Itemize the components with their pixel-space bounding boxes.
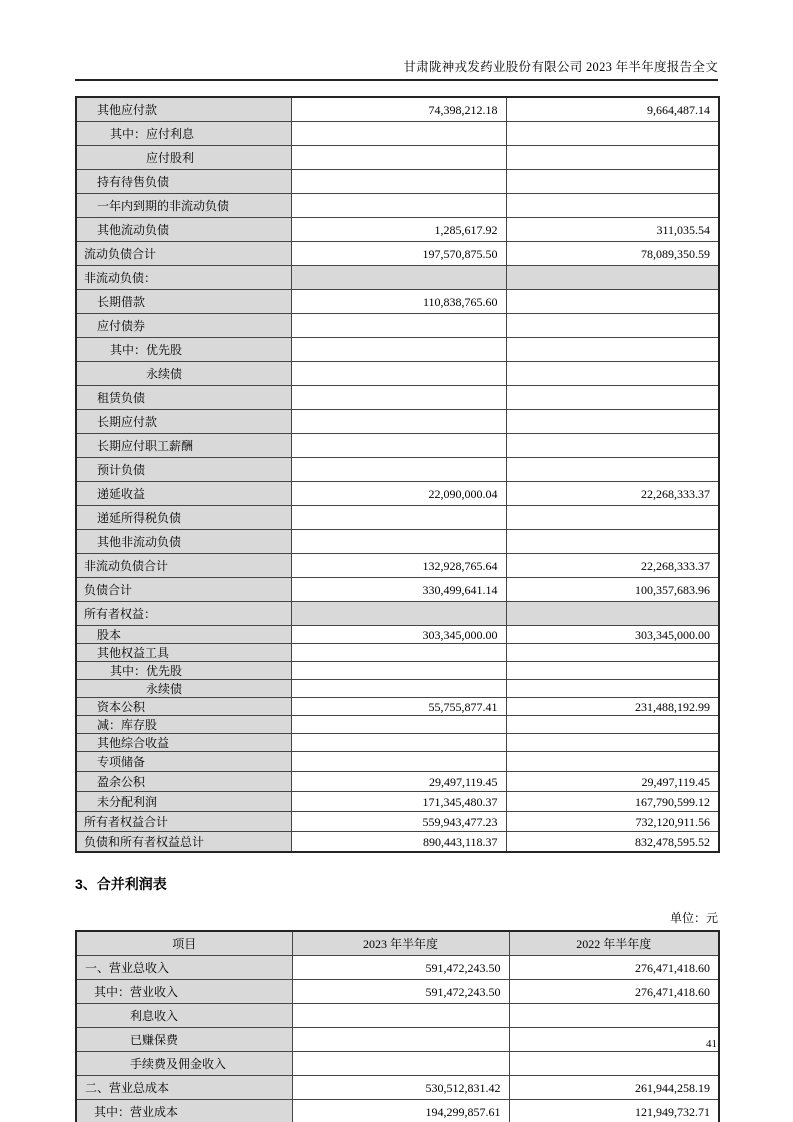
- row-value-cell: [506, 644, 719, 662]
- table-row: [76, 194, 719, 218]
- row-value-cell: 832,478,595.52: [506, 832, 719, 853]
- row-value-cell: [506, 266, 719, 290]
- row-value-cell: [291, 506, 506, 530]
- table-row: [76, 314, 719, 338]
- table-row: [76, 680, 719, 698]
- section-heading: 3、合并利润表: [75, 876, 167, 892]
- row-value-cell: [509, 1052, 719, 1076]
- row-label-cell: 二、营业总成本: [76, 1076, 292, 1100]
- row-value-cell: [506, 716, 719, 734]
- table-row: [76, 530, 719, 554]
- unit-label: 单位：元: [669, 911, 718, 925]
- row-value-cell: [509, 1004, 719, 1028]
- row-value-cell: [291, 458, 506, 482]
- row-value-cell: [506, 290, 719, 314]
- table-row: [76, 772, 719, 792]
- row-value-cell: [291, 266, 506, 290]
- row-label-cell: 其中：优先股: [76, 338, 291, 362]
- row-label-cell: 持有待售负债: [76, 170, 291, 194]
- table-row: [76, 626, 719, 644]
- row-value-cell: 559,943,477.23: [291, 812, 506, 832]
- page-content: [75, 0, 718, 1122]
- row-value-cell: 276,471,418.60: [509, 956, 719, 980]
- row-value-cell: [506, 386, 719, 410]
- row-value-cell: [291, 170, 506, 194]
- row-value-cell: [291, 386, 506, 410]
- table-row: [76, 792, 719, 812]
- row-value-cell: [506, 602, 719, 626]
- row-value-cell: [506, 434, 719, 458]
- row-label-cell: 应付债券: [76, 314, 291, 338]
- row-value-cell: 261,944,258.19: [509, 1076, 719, 1100]
- row-value-cell: 29,497,119.45: [291, 772, 506, 792]
- table-row: [76, 956, 719, 980]
- balance-sheet-table: [75, 96, 720, 853]
- row-value-cell: [506, 530, 719, 554]
- table-row: [76, 386, 719, 410]
- row-value-cell: [291, 716, 506, 734]
- row-value-cell: [506, 662, 719, 680]
- table-row: [76, 662, 719, 680]
- row-label-cell: 一、营业总收入: [76, 956, 292, 980]
- row-value-cell: 591,472,243.50: [292, 956, 509, 980]
- row-label-cell: 其中：应付利息: [76, 122, 291, 146]
- table-row: [76, 812, 719, 832]
- row-label-cell: 永续债: [76, 680, 291, 698]
- row-value-cell: [291, 146, 506, 170]
- row-value-cell: 171,345,480.37: [291, 792, 506, 812]
- row-label-cell: 其中：优先股: [76, 662, 291, 680]
- table-row: [76, 146, 719, 170]
- row-value-cell: [506, 506, 719, 530]
- table-row: [76, 832, 719, 853]
- row-label-cell: 非流动负债：: [76, 266, 291, 290]
- table-row: [76, 644, 719, 662]
- row-value-cell: [291, 680, 506, 698]
- row-value-cell: [506, 458, 719, 482]
- row-value-cell: [291, 734, 506, 752]
- row-value-cell: [292, 1028, 509, 1052]
- row-value-cell: [509, 1028, 719, 1052]
- row-value-cell: [506, 680, 719, 698]
- row-value-cell: 732,120,911.56: [506, 812, 719, 832]
- row-value-cell: [506, 314, 719, 338]
- row-label-cell: 其中：营业成本: [76, 1100, 292, 1122]
- row-value-cell: [506, 194, 719, 218]
- row-label-cell: 非流动负债合计: [76, 554, 291, 578]
- table-row: [76, 1028, 719, 1052]
- row-value-cell: 121,949,732.71: [509, 1100, 719, 1122]
- row-value-cell: [291, 644, 506, 662]
- column-header-item: 项目: [76, 931, 292, 956]
- table-row: [76, 290, 719, 314]
- row-value-cell: [291, 338, 506, 362]
- row-label-cell: 未分配利润: [76, 792, 291, 812]
- row-label-cell: 手续费及佣金收入: [76, 1052, 292, 1076]
- row-label-cell: 长期应付职工薪酬: [76, 434, 291, 458]
- row-value-cell: [506, 734, 719, 752]
- row-value-cell: [506, 362, 719, 386]
- row-value-cell: 78,089,350.59: [506, 242, 719, 266]
- table-row: [76, 1076, 719, 1100]
- row-value-cell: 74,398,212.18: [291, 97, 506, 122]
- row-label-cell: 股本: [76, 626, 291, 644]
- row-value-cell: [506, 752, 719, 772]
- row-label-cell: 其他非流动负债: [76, 530, 291, 554]
- row-value-cell: 276,471,418.60: [509, 980, 719, 1004]
- row-label-cell: 负债和所有者权益总计: [76, 832, 291, 853]
- row-value-cell: 22,268,333.37: [506, 554, 719, 578]
- table-row: [76, 122, 719, 146]
- row-value-cell: 29,497,119.45: [506, 772, 719, 792]
- row-value-cell: 110,838,765.60: [291, 290, 506, 314]
- row-value-cell: 22,268,333.37: [506, 482, 719, 506]
- row-label-cell: 其他流动负债: [76, 218, 291, 242]
- table-row: [76, 716, 719, 734]
- row-value-cell: [292, 1052, 509, 1076]
- row-label-cell: 盈余公积: [76, 772, 291, 792]
- row-label-cell: 减：库存股: [76, 716, 291, 734]
- row-label-cell: 其他应付款: [76, 97, 291, 122]
- row-value-cell: 197,570,875.50: [291, 242, 506, 266]
- row-value-cell: [291, 314, 506, 338]
- row-label-cell: 应付股利: [76, 146, 291, 170]
- table-row: [76, 980, 719, 1004]
- table-row: [76, 410, 719, 434]
- column-header-2022: 2022 年半年度: [509, 931, 719, 956]
- row-value-cell: [506, 338, 719, 362]
- row-value-cell: 231,488,192.99: [506, 698, 719, 716]
- table-row: [76, 362, 719, 386]
- row-value-cell: 22,090,000.04: [291, 482, 506, 506]
- row-value-cell: [506, 410, 719, 434]
- table-row: [76, 506, 719, 530]
- table-row: [76, 698, 719, 716]
- row-value-cell: 100,357,683.96: [506, 578, 719, 602]
- row-label-cell: 预计负债: [76, 458, 291, 482]
- column-header-2023: 2023 年半年度: [292, 931, 509, 956]
- table-row: [76, 458, 719, 482]
- row-label-cell: 已赚保费: [76, 1028, 292, 1052]
- row-value-cell: 311,035.54: [506, 218, 719, 242]
- row-value-cell: 55,755,877.41: [291, 698, 506, 716]
- row-value-cell: [291, 434, 506, 458]
- table-row: [76, 242, 719, 266]
- row-value-cell: [292, 1004, 509, 1028]
- row-label-cell: 一年内到期的非流动负债: [76, 194, 291, 218]
- row-label-cell: 长期借款: [76, 290, 291, 314]
- table-row: [76, 752, 719, 772]
- row-value-cell: 9,664,487.14: [506, 97, 719, 122]
- table-row: [76, 482, 719, 506]
- income-statement-table: [75, 930, 720, 1122]
- row-value-cell: [291, 410, 506, 434]
- row-label-cell: 递延收益: [76, 482, 291, 506]
- income-header-row: [76, 931, 719, 956]
- row-label-cell: 其他权益工具: [76, 644, 291, 662]
- table-row: [76, 734, 719, 752]
- page-number: 41: [706, 1038, 717, 1050]
- row-label-cell: 所有者权益合计: [76, 812, 291, 832]
- row-value-cell: 132,928,765.64: [291, 554, 506, 578]
- row-value-cell: 303,345,000.00: [506, 626, 719, 644]
- row-label-cell: 其中：营业收入: [76, 980, 292, 1004]
- table-row: [76, 1004, 719, 1028]
- table-row: [76, 1100, 719, 1122]
- report-header: [75, 0, 718, 81]
- row-label-cell: 资本公积: [76, 698, 291, 716]
- row-value-cell: [291, 530, 506, 554]
- row-value-cell: [506, 146, 719, 170]
- table-row: [76, 578, 719, 602]
- row-value-cell: [291, 194, 506, 218]
- row-value-cell: 591,472,243.50: [292, 980, 509, 1004]
- row-label-cell: 利息收入: [76, 1004, 292, 1028]
- row-value-cell: [291, 662, 506, 680]
- row-label-cell: 专项储备: [76, 752, 291, 772]
- table-row: [76, 266, 719, 290]
- row-value-cell: [291, 602, 506, 626]
- table-row: [76, 1052, 719, 1076]
- row-label-cell: 其他综合收益: [76, 734, 291, 752]
- table-row: [76, 338, 719, 362]
- report-title: 甘肃陇神戎发药业股份有限公司 2023 年半年度报告全文: [403, 60, 718, 74]
- row-value-cell: 1,285,617.92: [291, 218, 506, 242]
- row-value-cell: 303,345,000.00: [291, 626, 506, 644]
- row-value-cell: [291, 122, 506, 146]
- row-label-cell: 递延所得税负债: [76, 506, 291, 530]
- table-row: [76, 218, 719, 242]
- row-label-cell: 永续债: [76, 362, 291, 386]
- row-value-cell: 330,499,641.14: [291, 578, 506, 602]
- table-row: [76, 97, 719, 122]
- row-value-cell: 167,790,599.12: [506, 792, 719, 812]
- row-value-cell: 890,443,118.37: [291, 832, 506, 853]
- row-value-cell: [506, 122, 719, 146]
- row-label-cell: 租赁负债: [76, 386, 291, 410]
- row-label-cell: 流动负债合计: [76, 242, 291, 266]
- table-row: [76, 434, 719, 458]
- table-row: [76, 170, 719, 194]
- row-value-cell: [506, 170, 719, 194]
- row-label-cell: 长期应付款: [76, 410, 291, 434]
- row-label-cell: 负债合计: [76, 578, 291, 602]
- row-value-cell: [291, 752, 506, 772]
- row-value-cell: [291, 362, 506, 386]
- row-value-cell: 530,512,831.42: [292, 1076, 509, 1100]
- table-row: [76, 602, 719, 626]
- row-label-cell: 所有者权益：: [76, 602, 291, 626]
- table-row: [76, 554, 719, 578]
- row-value-cell: 194,299,857.61: [292, 1100, 509, 1122]
